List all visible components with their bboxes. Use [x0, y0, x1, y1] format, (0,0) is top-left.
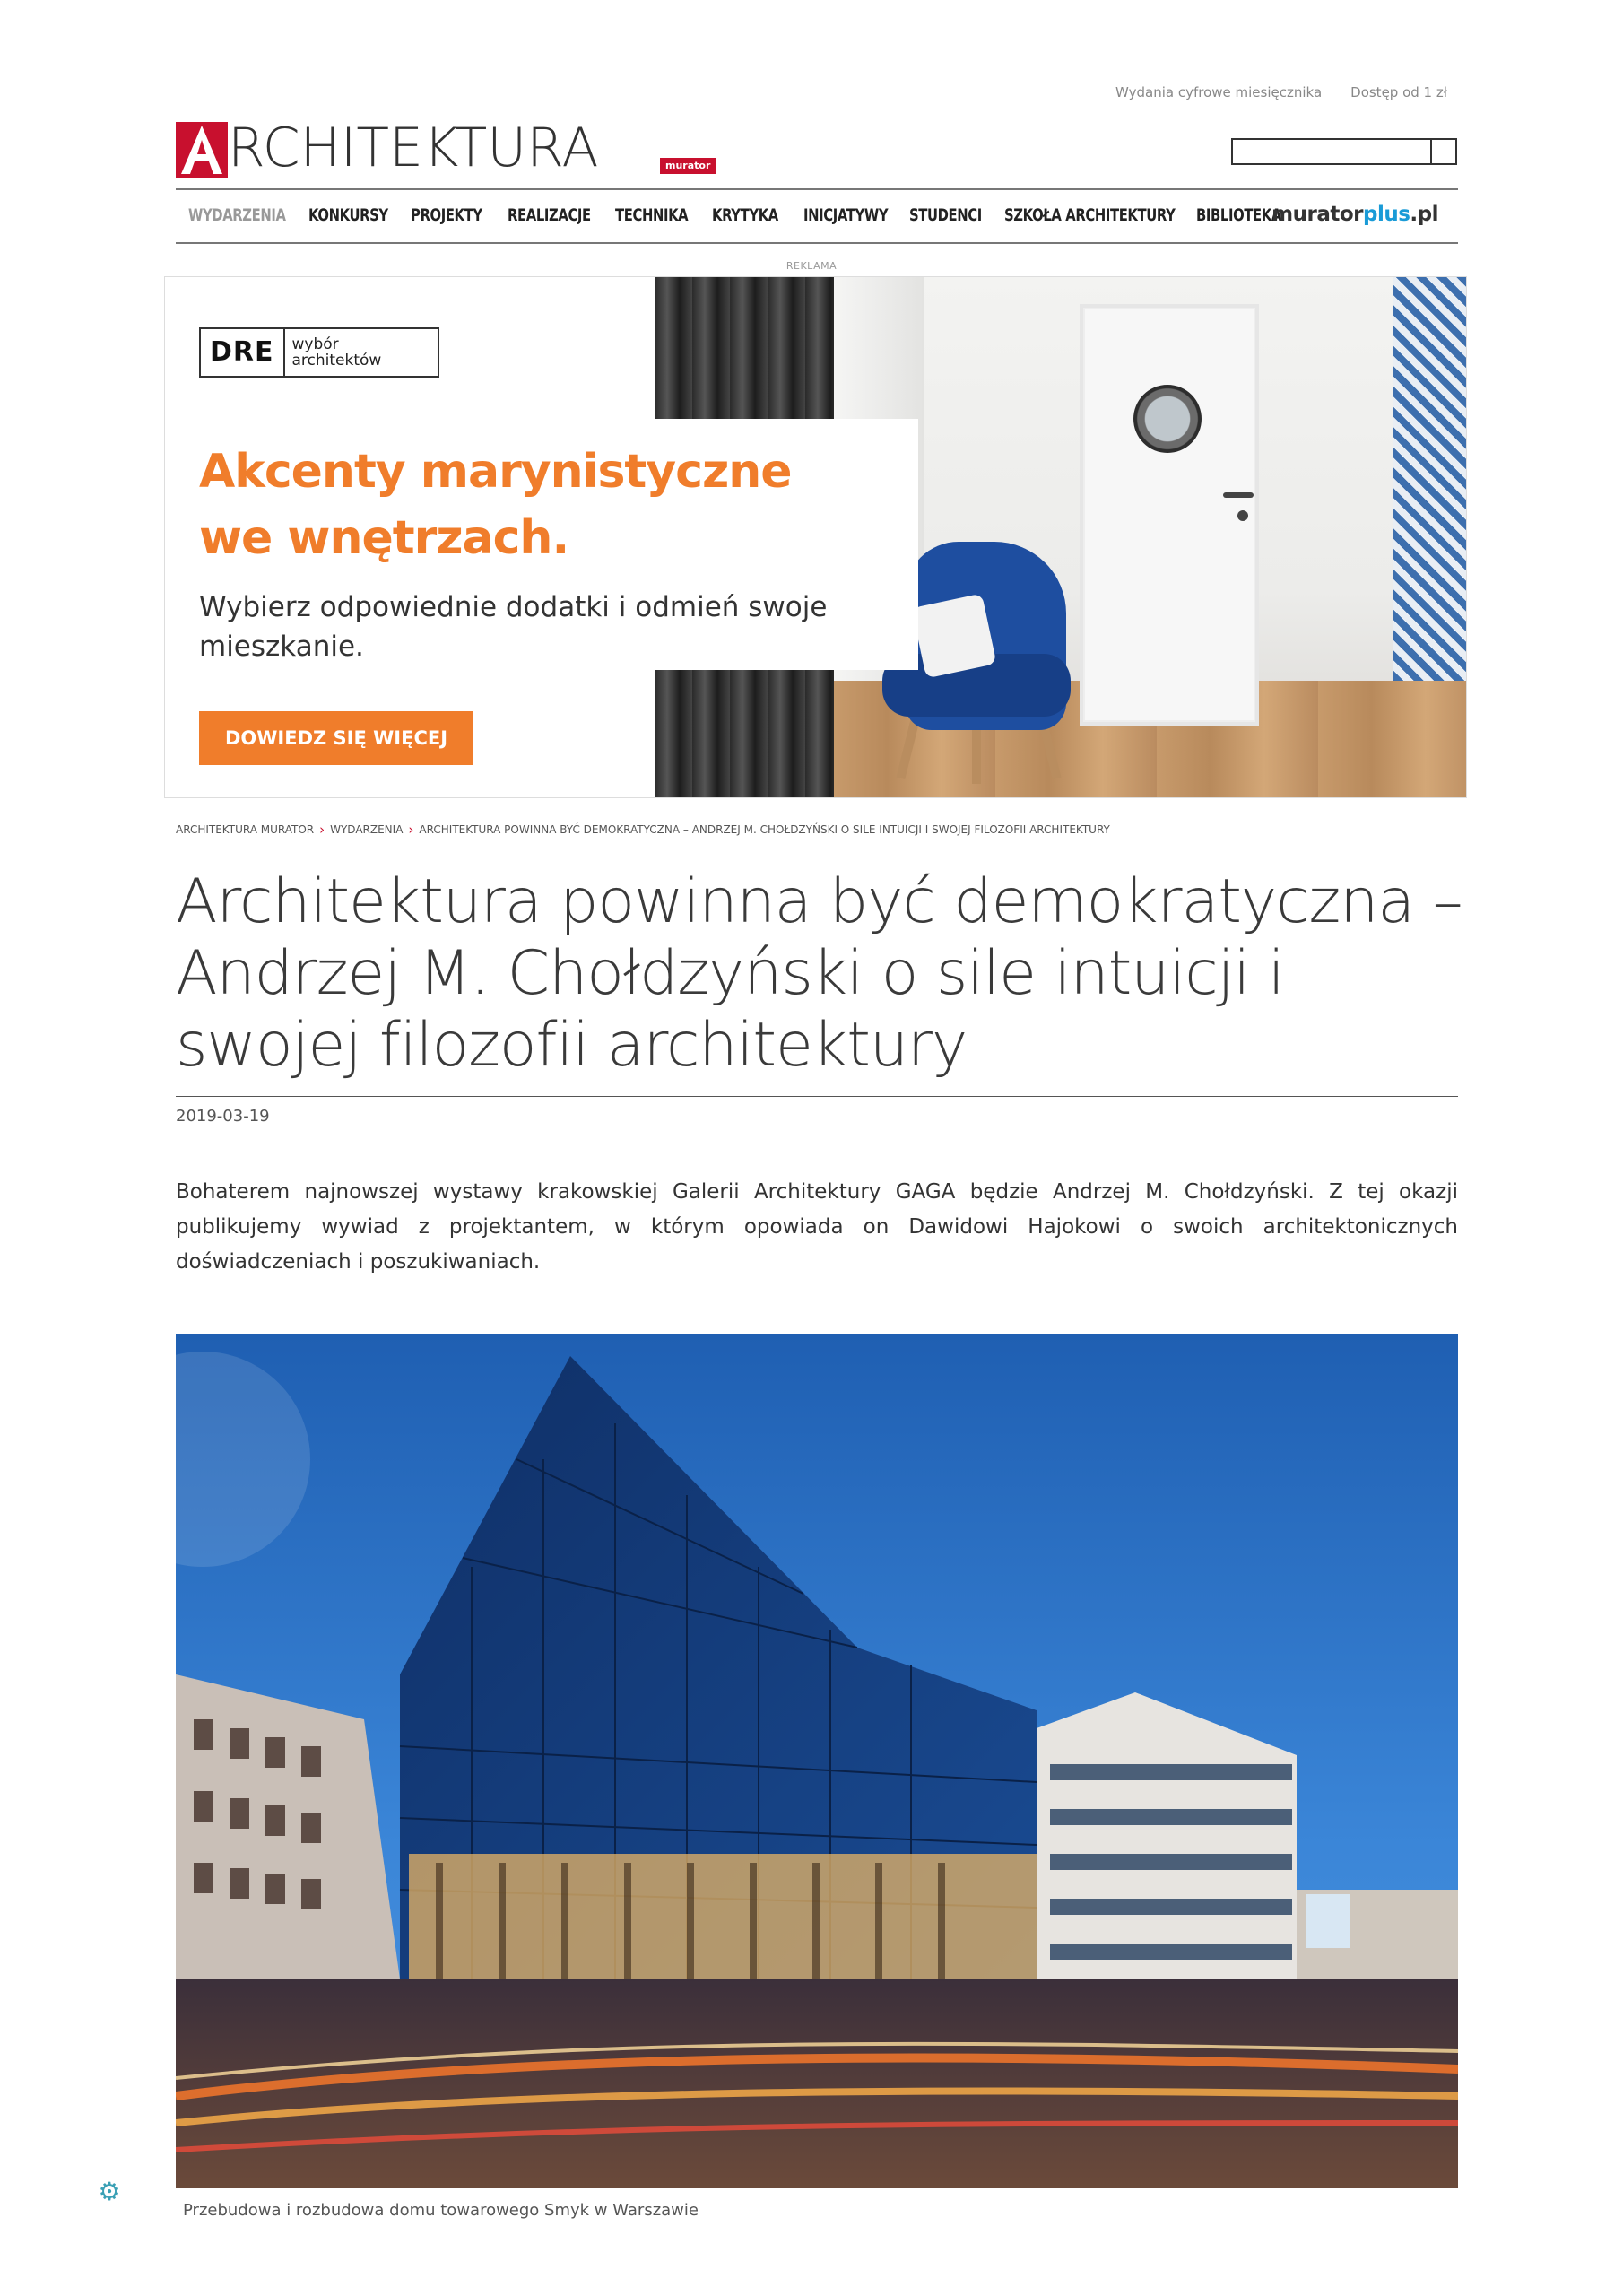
article-title: Architektura powinna być demokratyczna – Andrzej M. Chołdzyński o sile intuicji i swojej filozofii architektury: [176, 866, 1462, 1081]
article-date-row: [176, 1096, 1458, 1135]
nav-item-biblioteka[interactable]: BIBLIOTEKA: [1196, 205, 1281, 225]
nav-item-projekty[interactable]: PROJEKTY: [411, 205, 482, 225]
site-logo[interactable]: [176, 118, 714, 179]
breadcrumb-home[interactable]: ARCHITEKTURA MURATOR: [176, 823, 315, 836]
ad-dre-text: [285, 336, 382, 369]
nav-item-technika[interactable]: TECHNIKA: [615, 205, 689, 225]
nav-item-inicjatywy[interactable]: INICJATYWY: [803, 205, 889, 225]
ad-subtext: Wybierz odpowiednie dodatki i odmień swoje mieszkanie.: [199, 591, 828, 663]
logo-wordmark: RCHITEKTURA: [228, 117, 599, 179]
ad-door: [1080, 304, 1259, 726]
main-nav: [176, 188, 1458, 244]
ad-label: REKLAMA: [785, 260, 838, 272]
search-box: [1231, 138, 1457, 165]
ad-headline-1: Akcenty marynistyczne: [199, 445, 792, 499]
brand-main: murator: [1271, 203, 1363, 226]
muratorplus-link[interactable]: [1271, 203, 1438, 226]
ad-dre-text-1: wybór: [291, 335, 339, 353]
nav-item-studenci[interactable]: STUDENCI: [909, 205, 982, 225]
nav-item-konkursy[interactable]: KONKURSY: [308, 205, 388, 225]
logo-a-mark: [176, 122, 228, 178]
article-date: 2019-03-19: [176, 1107, 270, 1126]
brand-tld: .pl: [1410, 203, 1438, 226]
ad-dre-logo: [199, 327, 439, 378]
ad-porthole: [1133, 385, 1202, 453]
nav-item-realizacje[interactable]: REALIZACJE: [508, 205, 591, 225]
chevron-right-icon: ›: [408, 822, 414, 838]
ad-dre-mark: DRE: [201, 329, 285, 376]
ad-wallpaper: [1393, 277, 1467, 681]
ad-headline-2: we wnętrzach.: [199, 511, 569, 565]
article-main-image[interactable]: [176, 1334, 1458, 2188]
building-illustration: [176, 1334, 1458, 2188]
breadcrumb-section[interactable]: WYDARZENIA: [330, 823, 404, 836]
search-input[interactable]: [1233, 140, 1430, 163]
ad-pillow: [912, 594, 997, 679]
ad-door-lock: [1237, 510, 1248, 521]
ad-cta-button[interactable]: DOWIEDZ SIĘ WIĘCEJ: [199, 711, 473, 765]
brand-plus: plus: [1362, 203, 1410, 226]
digital-editions-link[interactable]: Wydania cyfrowe miesięcznika: [1115, 84, 1323, 100]
logo-murator-tag: murator: [660, 158, 716, 174]
gear-icon[interactable]: ⚙: [98, 2177, 121, 2206]
breadcrumb: [176, 822, 1110, 838]
chevron-right-icon: ›: [319, 822, 325, 838]
ad-banner[interactable]: [164, 276, 1467, 798]
access-link[interactable]: Dostęp od 1 zł: [1350, 84, 1447, 100]
nav-item-szkola-architektury[interactable]: SZKOŁA ARCHITEKTURY: [1004, 205, 1176, 225]
ad-dre-text-2: architektów: [291, 352, 382, 370]
nav-item-krytyka[interactable]: KRYTYKA: [712, 205, 778, 225]
image-caption: Przebudowa i rozbudowa domu towarowego Smyk w Warszawie: [183, 2201, 699, 2220]
nav-item-wydarzenia[interactable]: WYDARZENIA: [188, 205, 286, 225]
search-button[interactable]: [1430, 140, 1455, 163]
top-links: [1115, 84, 1447, 100]
ad-headline: [199, 439, 792, 571]
ad-door-handle: [1223, 492, 1254, 498]
breadcrumb-current: ARCHITEKTURA POWINNA BYĆ DEMOKRATYCZNA – ANDRZEJ M. CHOŁDZYŃSKI O SILE INTUICJI I SWOJEJ FILOZOFII ARCHITEKTURY: [419, 823, 1110, 836]
article-lead: Bohaterem najnowszej wystawy krakowskiej Galerii Architektury GAGA będzie Andrzej M. Chołdzyński. Z tej okazji publikujemy wywiad z projektantem, w którym opowiada on Dawidowi Hajokowi o swoich architektonicznych doświadczeniach i poszukiwaniach.: [176, 1180, 1458, 1274]
